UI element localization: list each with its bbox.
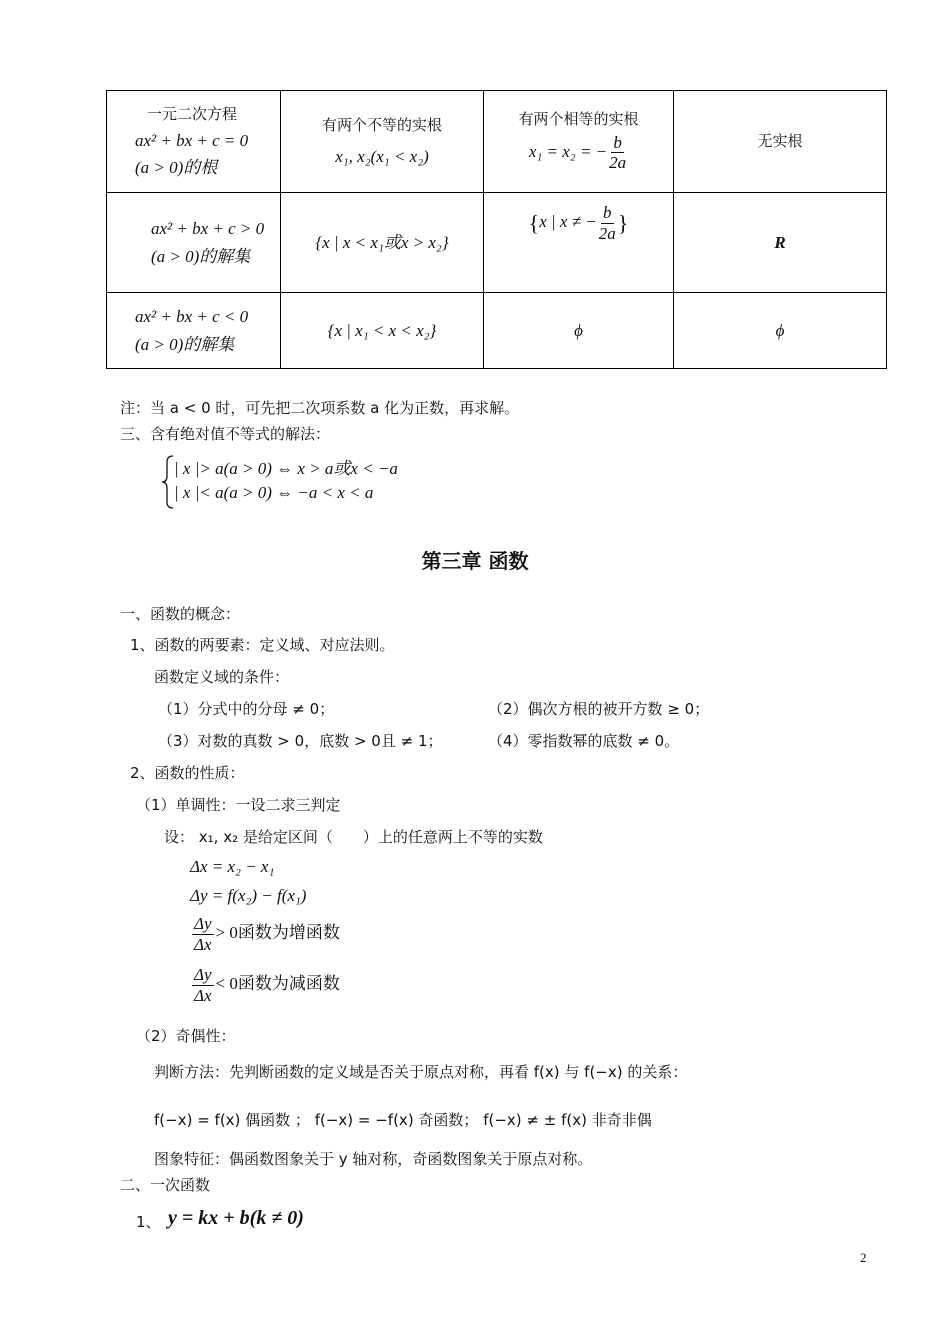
body-text: 图象特征：偶函数图象关于 y 轴对称，奇函数图象关于原点对称。 [154, 1150, 593, 1168]
table-cell [107, 293, 281, 369]
cell-text: 无实根 [757, 132, 803, 151]
fraction-numerator: Δy [194, 965, 212, 984]
table-cell [674, 193, 887, 293]
parity-rule: f(−x) = f(x) 偶函数 ； f(−x) = −f(x) 奇函数； f(−x) ≠ ± f(x) 非奇非偶 [154, 1111, 652, 1129]
table-cell [484, 193, 674, 293]
fraction-numerator: b [603, 203, 612, 222]
section-heading: 二、一次函数 [120, 1176, 211, 1194]
table-cell [674, 91, 887, 193]
fraction-numerator: Δy [194, 914, 212, 933]
body-text: 判断方法：先判断函数的定义域是否关于原点对称，再看 f(x) 与 f(−x) 的关系： [154, 1063, 688, 1081]
cell-formula: {x | x < x₁或x > x₂} [315, 232, 449, 252]
condition-item: （2）偶次方根的被开方数 ≥ 0； [488, 700, 710, 718]
condition-item: （3）对数的真数 > 0，底数 > 0且 ≠ 1； [158, 732, 443, 750]
formula [190, 965, 340, 1005]
chapter-title: 第三章 函数 [421, 549, 529, 573]
linear-function-formula: y = kx + b(k ≠ 0) [168, 1207, 304, 1229]
abs-rule: | x |> a(a > 0) ⇔ x > a或x < −a [174, 459, 398, 478]
formula: Δx = x₂ − x₁ [190, 857, 275, 876]
fraction-denominator: Δx [194, 934, 212, 954]
fraction-denominator: Δx [194, 985, 212, 1005]
cell-text: 有两个相等的实根 [518, 110, 639, 129]
table-cell [107, 91, 281, 193]
property-heading: （2）奇偶性： [136, 1027, 236, 1045]
cell-text: 有两个不等的实根 [321, 115, 442, 134]
abs-rule: | x |< a(a > 0) ⇔ −a < x < a [174, 483, 374, 502]
cell-formula: x₁, x₂(x₁ < x₂) [335, 147, 429, 167]
page-number: 2 [860, 1250, 867, 1265]
cell-text: 一元二次方程 [147, 104, 238, 123]
formula-part: x | x ≠ − [539, 211, 597, 231]
fraction-denominator: 2a [598, 223, 616, 243]
condition-item: （4）零指数幂的底数 ≠ 0。 [488, 732, 680, 750]
cell-formula: ϕ [775, 320, 785, 340]
fraction-denominator: 2a [609, 153, 627, 173]
section-heading: 一、函数的概念： [120, 605, 241, 623]
cell-formula: R [774, 232, 786, 252]
table-cell [484, 293, 674, 369]
table-row [107, 91, 887, 193]
cell-formula [484, 133, 673, 173]
table-cell [281, 91, 484, 193]
cell-formula: (a > 0)的根 [135, 157, 218, 177]
table-cell [484, 91, 674, 193]
cell-formula [484, 203, 673, 243]
note-text: 注：当 a < 0 时，可先把二次项系数 a 化为正数，再求解。 [120, 399, 520, 417]
table-cell [107, 193, 281, 293]
formula-part: > 0函数为增函数 [215, 922, 340, 942]
fraction [192, 965, 214, 1005]
list-number: 1、 [136, 1213, 161, 1231]
cell-formula: (a > 0)的解集 [135, 334, 235, 354]
subsection-heading: 1、函数的两要素：定义域、对应法则。 [130, 636, 395, 654]
table-cell [281, 293, 484, 369]
table-row [107, 193, 887, 293]
formula: Δy = f(x₂) − f(x₁) [190, 886, 307, 905]
table-row [107, 293, 887, 369]
left-brace-icon: { [528, 210, 540, 236]
formula [190, 914, 340, 954]
cell-formula: {x | x₁ < x < x₂} [327, 320, 437, 340]
table-cell [281, 193, 484, 293]
subsection-heading: 2、函数的性质： [130, 764, 245, 782]
body-text: 设： x₁, x₂ 是给定区间（ ）上的任意两上不等的实数 [164, 828, 543, 846]
fraction-numerator: b [613, 132, 622, 152]
table-cell [674, 293, 887, 369]
formula-part: < 0函数为减函数 [215, 973, 340, 993]
body-text: 函数定义域的条件： [154, 668, 290, 686]
cell-formula: ϕ [574, 320, 583, 340]
property-heading: （1）单调性：一设二求三判定 [136, 796, 341, 814]
fraction [599, 203, 616, 243]
cell-formula: ax² + bx + c = 0 [135, 130, 249, 150]
quadratic-inequality-table [106, 90, 887, 369]
cell-formula: (a > 0)的解集 [151, 246, 251, 266]
right-brace-icon: } [617, 210, 629, 236]
cell-formula: ax² + bx + c > 0 [151, 219, 265, 239]
cell-formula: ax² + bx + c < 0 [135, 307, 249, 327]
fraction [192, 914, 214, 954]
formula-part: x₁ = x₂ = − [528, 141, 608, 161]
condition-item: （1）分式中的分母 ≠ 0； [158, 700, 335, 718]
fraction [609, 133, 626, 173]
section-heading: 三、含有绝对值不等式的解法： [120, 425, 331, 443]
